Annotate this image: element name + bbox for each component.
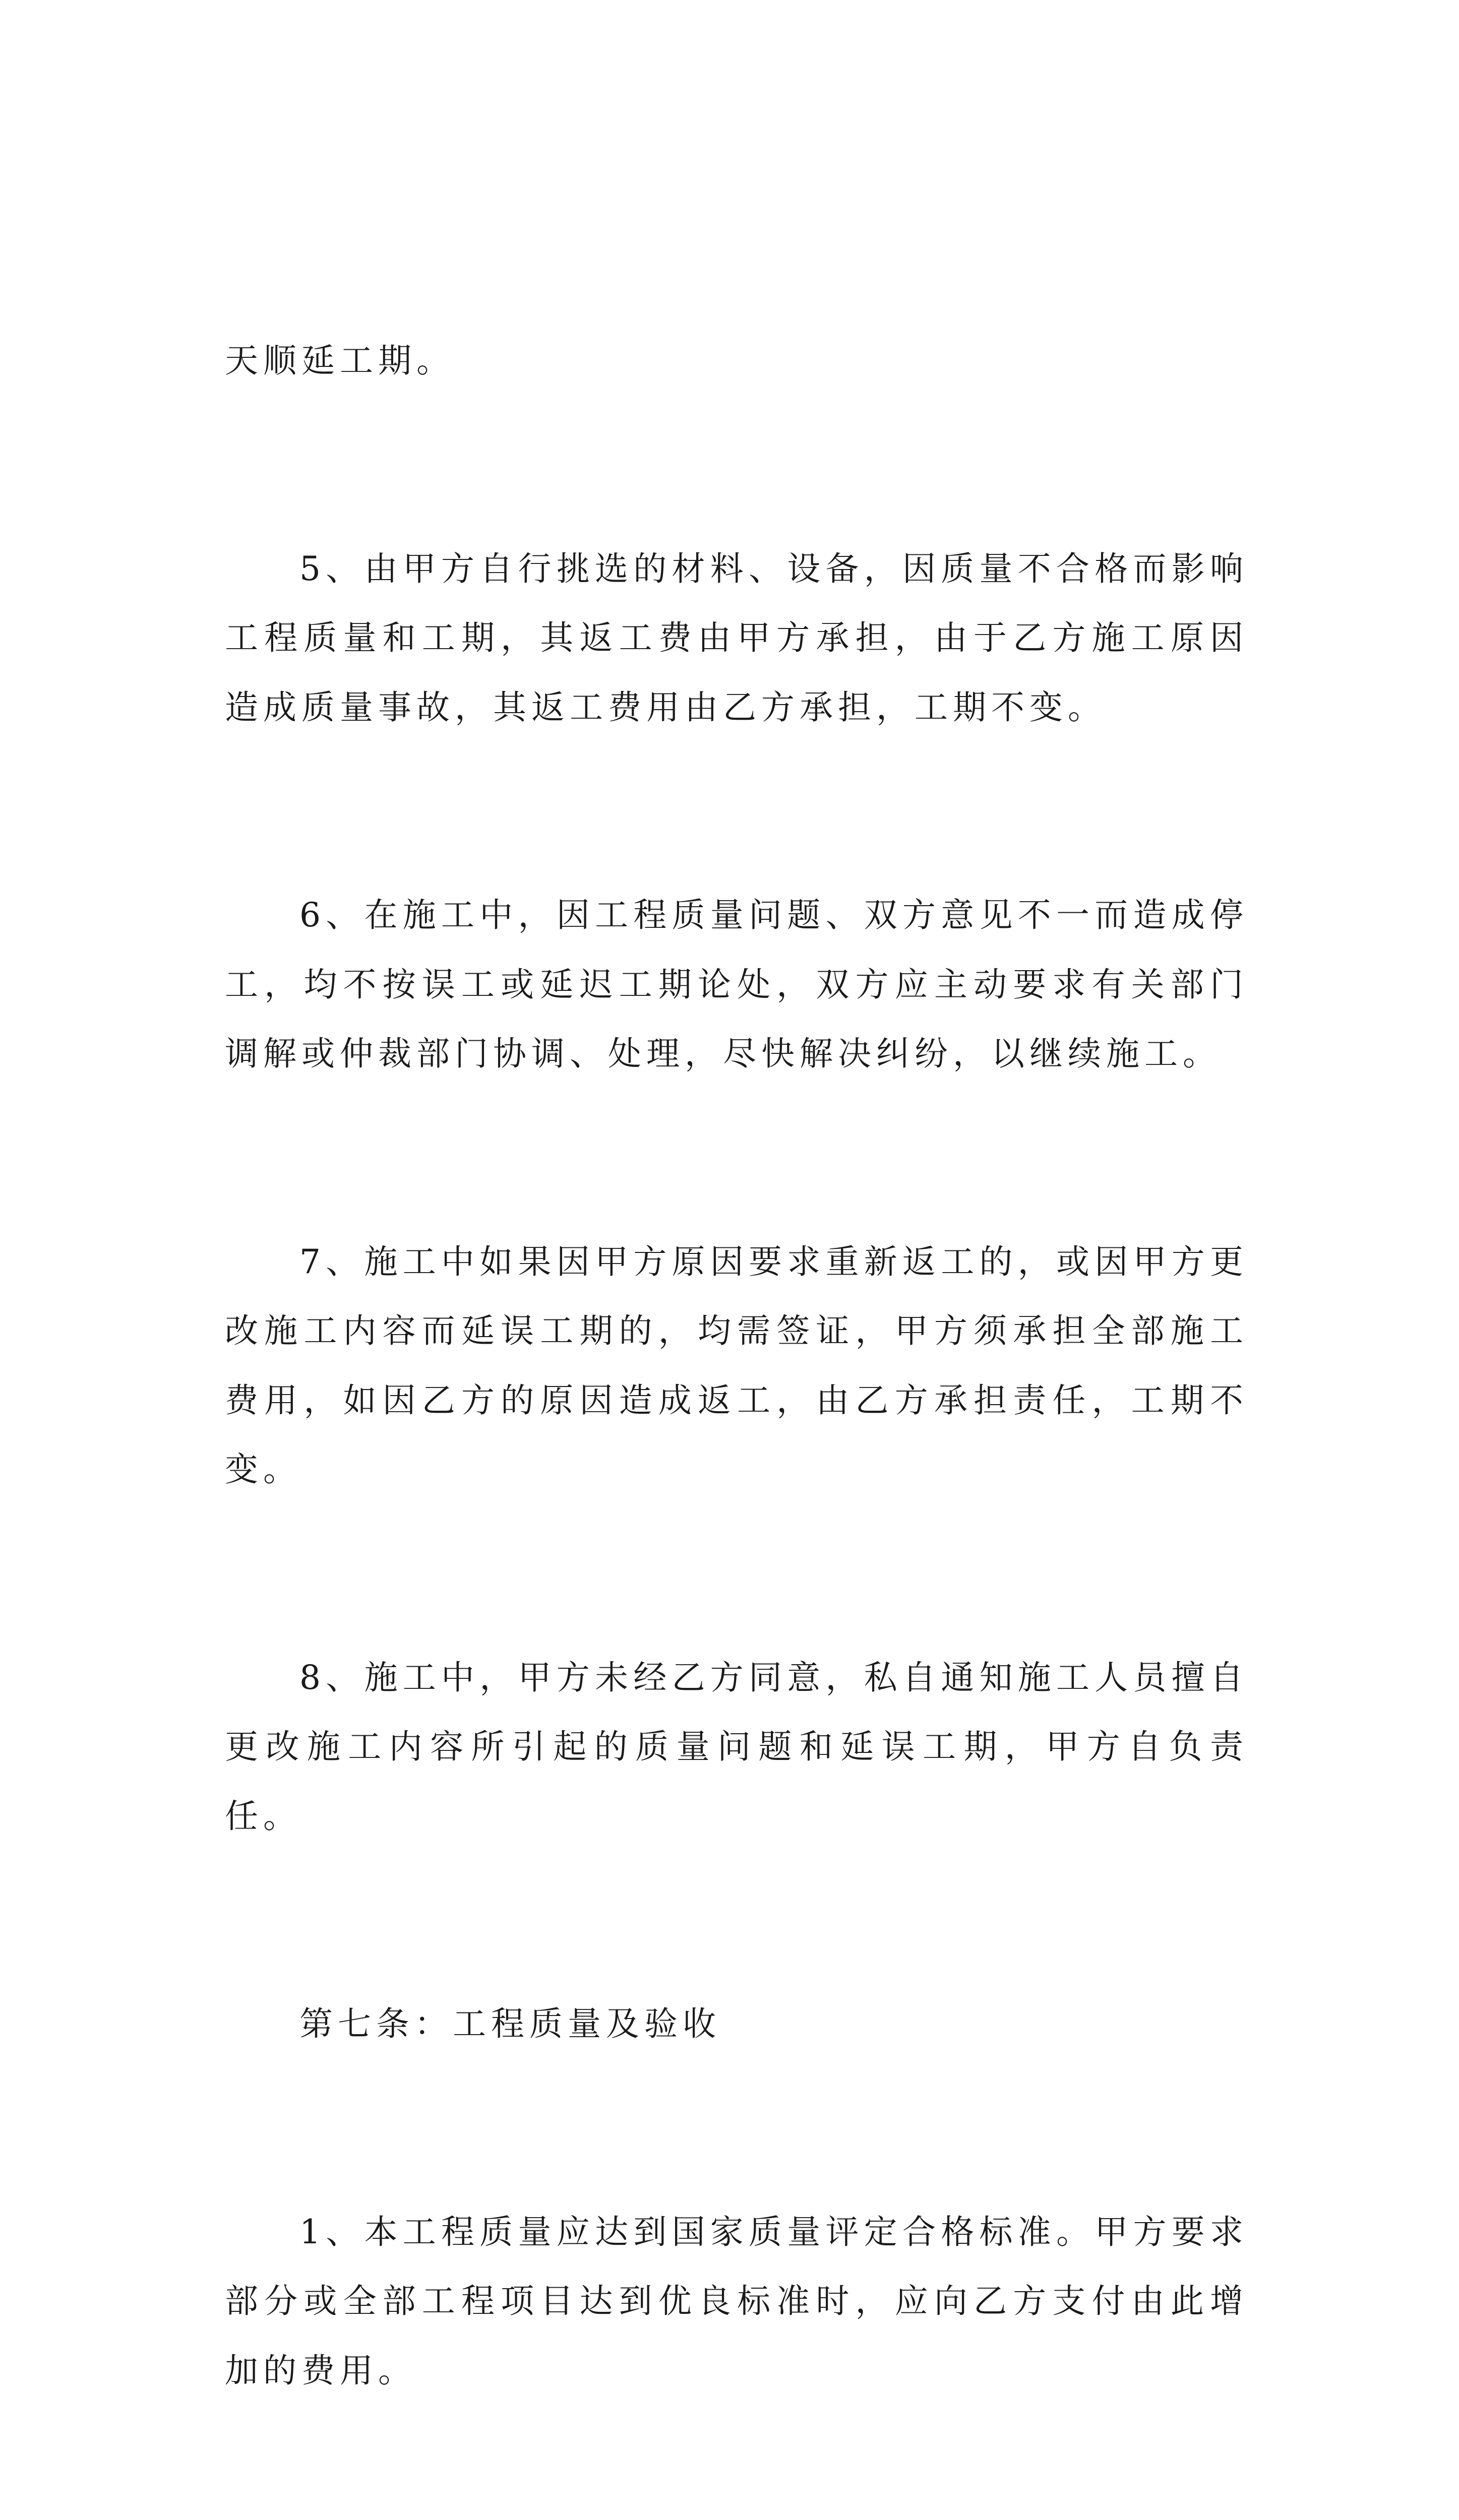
paragraph-item-5-materials: 5、由甲方自行挑选的材料、设备，因质量不合格而影响工程质量和工期，其返工费由甲方承担，由于乙方施工原因造成质量事故，其返工费用由乙方承担，工期不变。 [225, 549, 1248, 727]
paragraph-item-6-dispute: 6、在施工中，因工程质量问题、双方意见不一而造成停工，均不按误工或延迟工期论处，双方应主动要求有关部门调解或仲裁部门协调、处理，尽快解决纠纷，以继续施工。 [225, 896, 1248, 1073]
document-body [225, 187, 1248, 2520]
paragraph-quality-standard: 1、本工程质量应达到国家质量评定合格标准。甲方要求部分或全部工程项目达到优良标准时，应向乙方支付由此增加的费用。 [225, 2212, 1248, 2390]
paragraph-continuation: 天顺延工期。 [225, 341, 455, 380]
paragraph-item-7-rework: 7、施工中如果因甲方原因要求重新返工的，或因甲方更改施工内容而延误工期的，均需签证，甲方须承担全部施工费用，如因乙方的原因造成返工，由乙方承担责任，工期不变。 [225, 1242, 1248, 1489]
section-heading-article-7: 第七条：工程质量及验收 [299, 2004, 721, 2043]
paragraph-item-8-unauthorized-change: 8、施工中，甲方未经乙方同意，私自通知施工人员擅自更改施工内容所引起的质量问题和延误工期，甲方自负责任。 [225, 1658, 1248, 1836]
